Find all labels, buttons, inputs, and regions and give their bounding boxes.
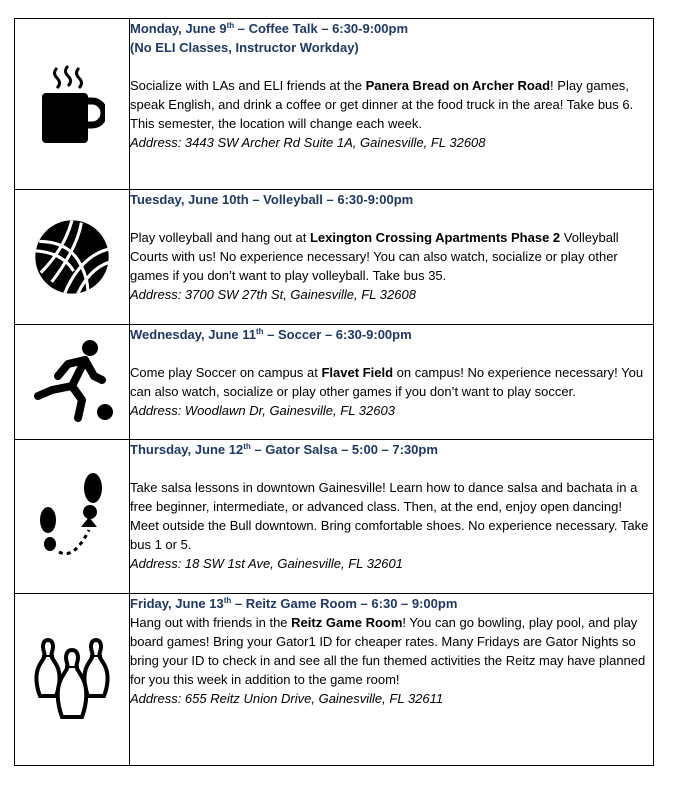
event-heading: Monday, June 9th – Coffee Talk – 6:30-9:00pm (130, 21, 409, 36)
event-address: Address: Woodlawn Dr, Gainesville, FL 32603 (130, 403, 395, 418)
event-heading: Tuesday, June 10th – Volleyball – 6:30-9:00pm (130, 192, 414, 207)
event-description: Play volleyball and hang out at Lexington Crossing Apartments Phase 2 Volleyball Courts with us! No experience necessary! You can also watch, socialize or play other games if you don’t want to play volleyball. Take bus 35. (130, 230, 619, 283)
event-location: Flavet Field (321, 365, 394, 380)
event-note: (No ELI Classes, Instructor Workday) (130, 40, 359, 55)
icon-cell (15, 190, 130, 325)
event-details (130, 325, 654, 440)
events-table (14, 18, 654, 766)
event-row-friday (15, 594, 654, 766)
event-row-tuesday (15, 190, 654, 325)
event-description: Socialize with LAs and ELI friends at the Panera Bread on Archer Road! Play games, speak English, and drink a coffee or get dinner at the food truck in the area! Take bus 6. (130, 78, 634, 112)
event-location: Panera Bread on Archer Road (365, 78, 551, 93)
event-row-wednesday (15, 325, 654, 440)
icon-cell (15, 19, 130, 190)
event-heading: Wednesday, June 11th – Soccer – 6:30-9:00pm (130, 327, 412, 342)
event-details (130, 19, 654, 190)
icon-cell (15, 325, 130, 440)
event-address: Address: 18 SW 1st Ave, Gainesville, FL 32601 (130, 556, 403, 571)
event-details (130, 190, 654, 325)
event-extra: This semester, the location will change each week. (130, 116, 422, 131)
event-location: Lexington Crossing Apartments Phase 2 (309, 230, 561, 245)
event-description: Take salsa lessons in downtown Gainesville! Learn how to dance salsa and bachata in a free beginner, intermediate, or advanced class. Then, at the end, enjoy open dancing! Meet outside the Bull downtown. Bring comfortable shoes. No experience necessary. Take bus 1 or 5. (130, 480, 649, 552)
event-row-thursday (15, 440, 654, 594)
event-heading: Thursday, June 12th – Gator Salsa – 5:00 – 7:30pm (130, 442, 438, 457)
event-address: Address: 655 Reitz Union Drive, Gainesville, FL 32611 (130, 691, 444, 706)
event-details (130, 440, 654, 594)
event-heading: Friday, June 13th – Reitz Game Room – 6:30 – 9:00pm (130, 596, 458, 611)
volleyball-icon (33, 218, 111, 296)
event-address: Address: 3700 SW 27th St, Gainesville, FL 32608 (130, 287, 416, 302)
event-description: Come play Soccer on campus at Flavet Field on campus! No experience necessary! You can also watch, socialize or play other games if you don’t want to play soccer. (130, 365, 644, 399)
bowling-pins-icon (32, 636, 112, 724)
event-address: Address: 3443 SW Archer Rd Suite 1A, Gainesville, FL 32608 (130, 135, 486, 150)
event-location: Reitz Game Room (291, 615, 403, 630)
event-row-monday (15, 19, 654, 190)
icon-cell (15, 594, 130, 766)
event-description: Hang out with friends in the Reitz Game Room! You can go bowling, play pool, and play board games! Bring your Gator1 ID for cheaper rates. Many Fridays are Gator Nights so bring your ID to check in and see all the fun themed activities the Reitz may have planned for you this week in addition to the game room! (130, 615, 646, 687)
coffee-cup-icon (39, 64, 105, 144)
soccer-player-icon (28, 338, 116, 426)
event-details (130, 594, 654, 766)
dance-steps-icon (34, 472, 110, 562)
icon-cell (15, 440, 130, 594)
